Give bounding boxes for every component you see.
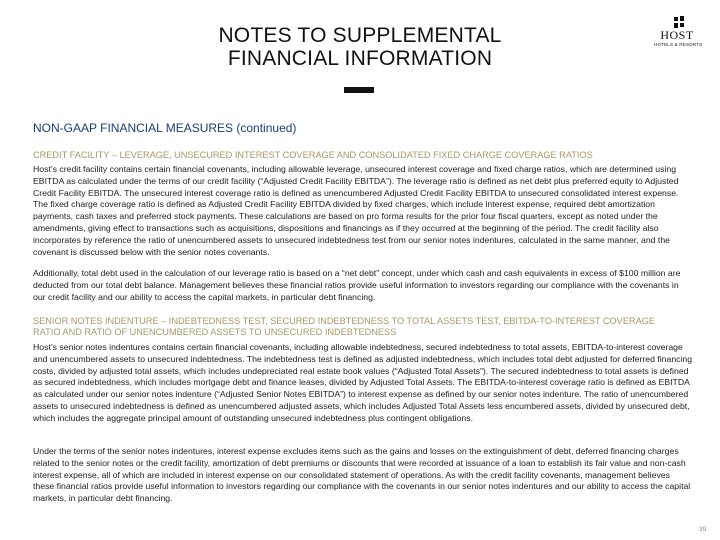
host-logo xyxy=(654,16,703,50)
section-heading: NON-GAAP FINANCIAL MEASURES (continued) xyxy=(33,121,297,135)
title-underline-bar xyxy=(344,87,374,93)
credit-facility-paragraph-1: Host’s credit facility contains certain financial covenants, including allowable leverage, unsecured interest coverage and fixed charge ratios, which are determined using EBITDA as calculated under the terms of our credit facility (“Adjusted Credit Facility EBITDA”). The leverage ratio is defined as net debt plus preferred equity to Adjusted Credit Facility EBITDA. The unsecured interest coverage ratio is defined as unencumbered Adjusted Credit Facility EBITDA to unsecured consolidated interest expense. The fixed charge coverage ratio is defined as Adjusted Credit Facility EBITDA divided by fixed charges, which include interest expense, required debt amortization payments, cash taxes and preferred stock payments. These calculations are based on pro forma results for the prior four fiscal quarters, except as noted under the amendments, giving effect to transactions such as acquisitions, dispositions and financings as if they occurred at the beginning of the period. The credit facility also incorporates by reference the ratio of unencumbered assets to unsecured indebtedness test from our senior notes indentures, calculated in the same manner, and the covenant is discussed below with the senior notes covenants. xyxy=(33,164,679,257)
page-title xyxy=(0,24,720,70)
senior-notes-paragraph-2: Under the terms of the senior notes indentures, interest expense excludes items such as the gains and losses on the extinguishment of debt, deferred financing charges related to the senior notes or the credit facility, amortization of debt premiums or discounts that were recorded at issuance of a loan to establish its fair value and non-cash interest expense, all of which are included in interest expense on our consolidated statement of operations. As with the credit facility covenants, management believes these financial ratios provide useful information to investors regarding our compliance with the covenants in our senior notes indentures and our ability to access the capital markets, in particular debt financing. xyxy=(33,446,691,504)
logo-subtitle: HOTELS & RESORTS xyxy=(654,42,703,47)
page-title-line-1: NOTES TO SUPPLEMENTAL xyxy=(218,24,502,47)
page-title-line-2: FINANCIAL INFORMATION xyxy=(227,47,493,70)
credit-facility-paragraph-2: Additionally, total debt used in the calculation of our leverage ratio is based on a “net debt” concept, under which cash and cash equivalents in excess of $100 million are deducted from our total debt balance. Management believes these financial ratios provide useful information to investors regarding our compliance with the covenants in our credit facility and our ability to access the capital markets, in particular debt financing. xyxy=(33,268,681,302)
senior-notes-heading-line-2: RATIO AND RATIO OF UNENCUMBERED ASSETS TO UNSECURED INDEBTEDNESS xyxy=(33,327,397,337)
senior-notes-heading-line-1: SENIOR NOTES INDENTURE – INDEBTEDNESS TEST, SECURED INDEBTEDNESS TO TOTAL ASSETS TEST, EBITDA-TO-INTEREST COVERAGE xyxy=(33,316,655,326)
page-number: 39 xyxy=(699,526,707,533)
host-logo-icon xyxy=(673,16,685,28)
senior-notes-heading xyxy=(33,316,683,338)
credit-facility-heading: CREDIT FACILITY – LEVERAGE, UNSECURED INTEREST COVERAGE AND CONSOLIDATED FIXED CHARGE COVERAGE RATIOS xyxy=(33,150,593,160)
senior-notes-paragraph-1: Host’s senior notes indentures contains certain financial covenants, including allowable indebtedness, secured indebtedness to total assets, EBITDA-to-interest coverage and unencumbered assets to unsecured indebtedness. The indebtedness test is defined as adjusted indebtedness, which includes total debt adjusted for deferred financing costs, divided by adjusted total assets, which includes undepreciated real estate book values (“Adjusted Total Assets”). The secured indebtedness to total assets is defined as secured indebtedness, which includes mortgage debt and finance leases, divided by Adjusted Total Assets. The EBITDA-to-interest coverage ratio is defined as EBITDA as calculated under our senior notes indenture (“Adjusted Senior Notes EBITDA”) to interest expense as defined by our senior notes indenture. The ratio of unencumbered assets to unsecured indebtedness is defined as unencumbered adjusted assets, which includes Adjusted Total Assets less encumbered assets, divided by unsecured debt, which includes the aggregate principal amount of outstanding unsecured indebtedness plus contingent obligations. xyxy=(33,342,693,423)
logo-wordmark: HOST xyxy=(660,28,694,42)
